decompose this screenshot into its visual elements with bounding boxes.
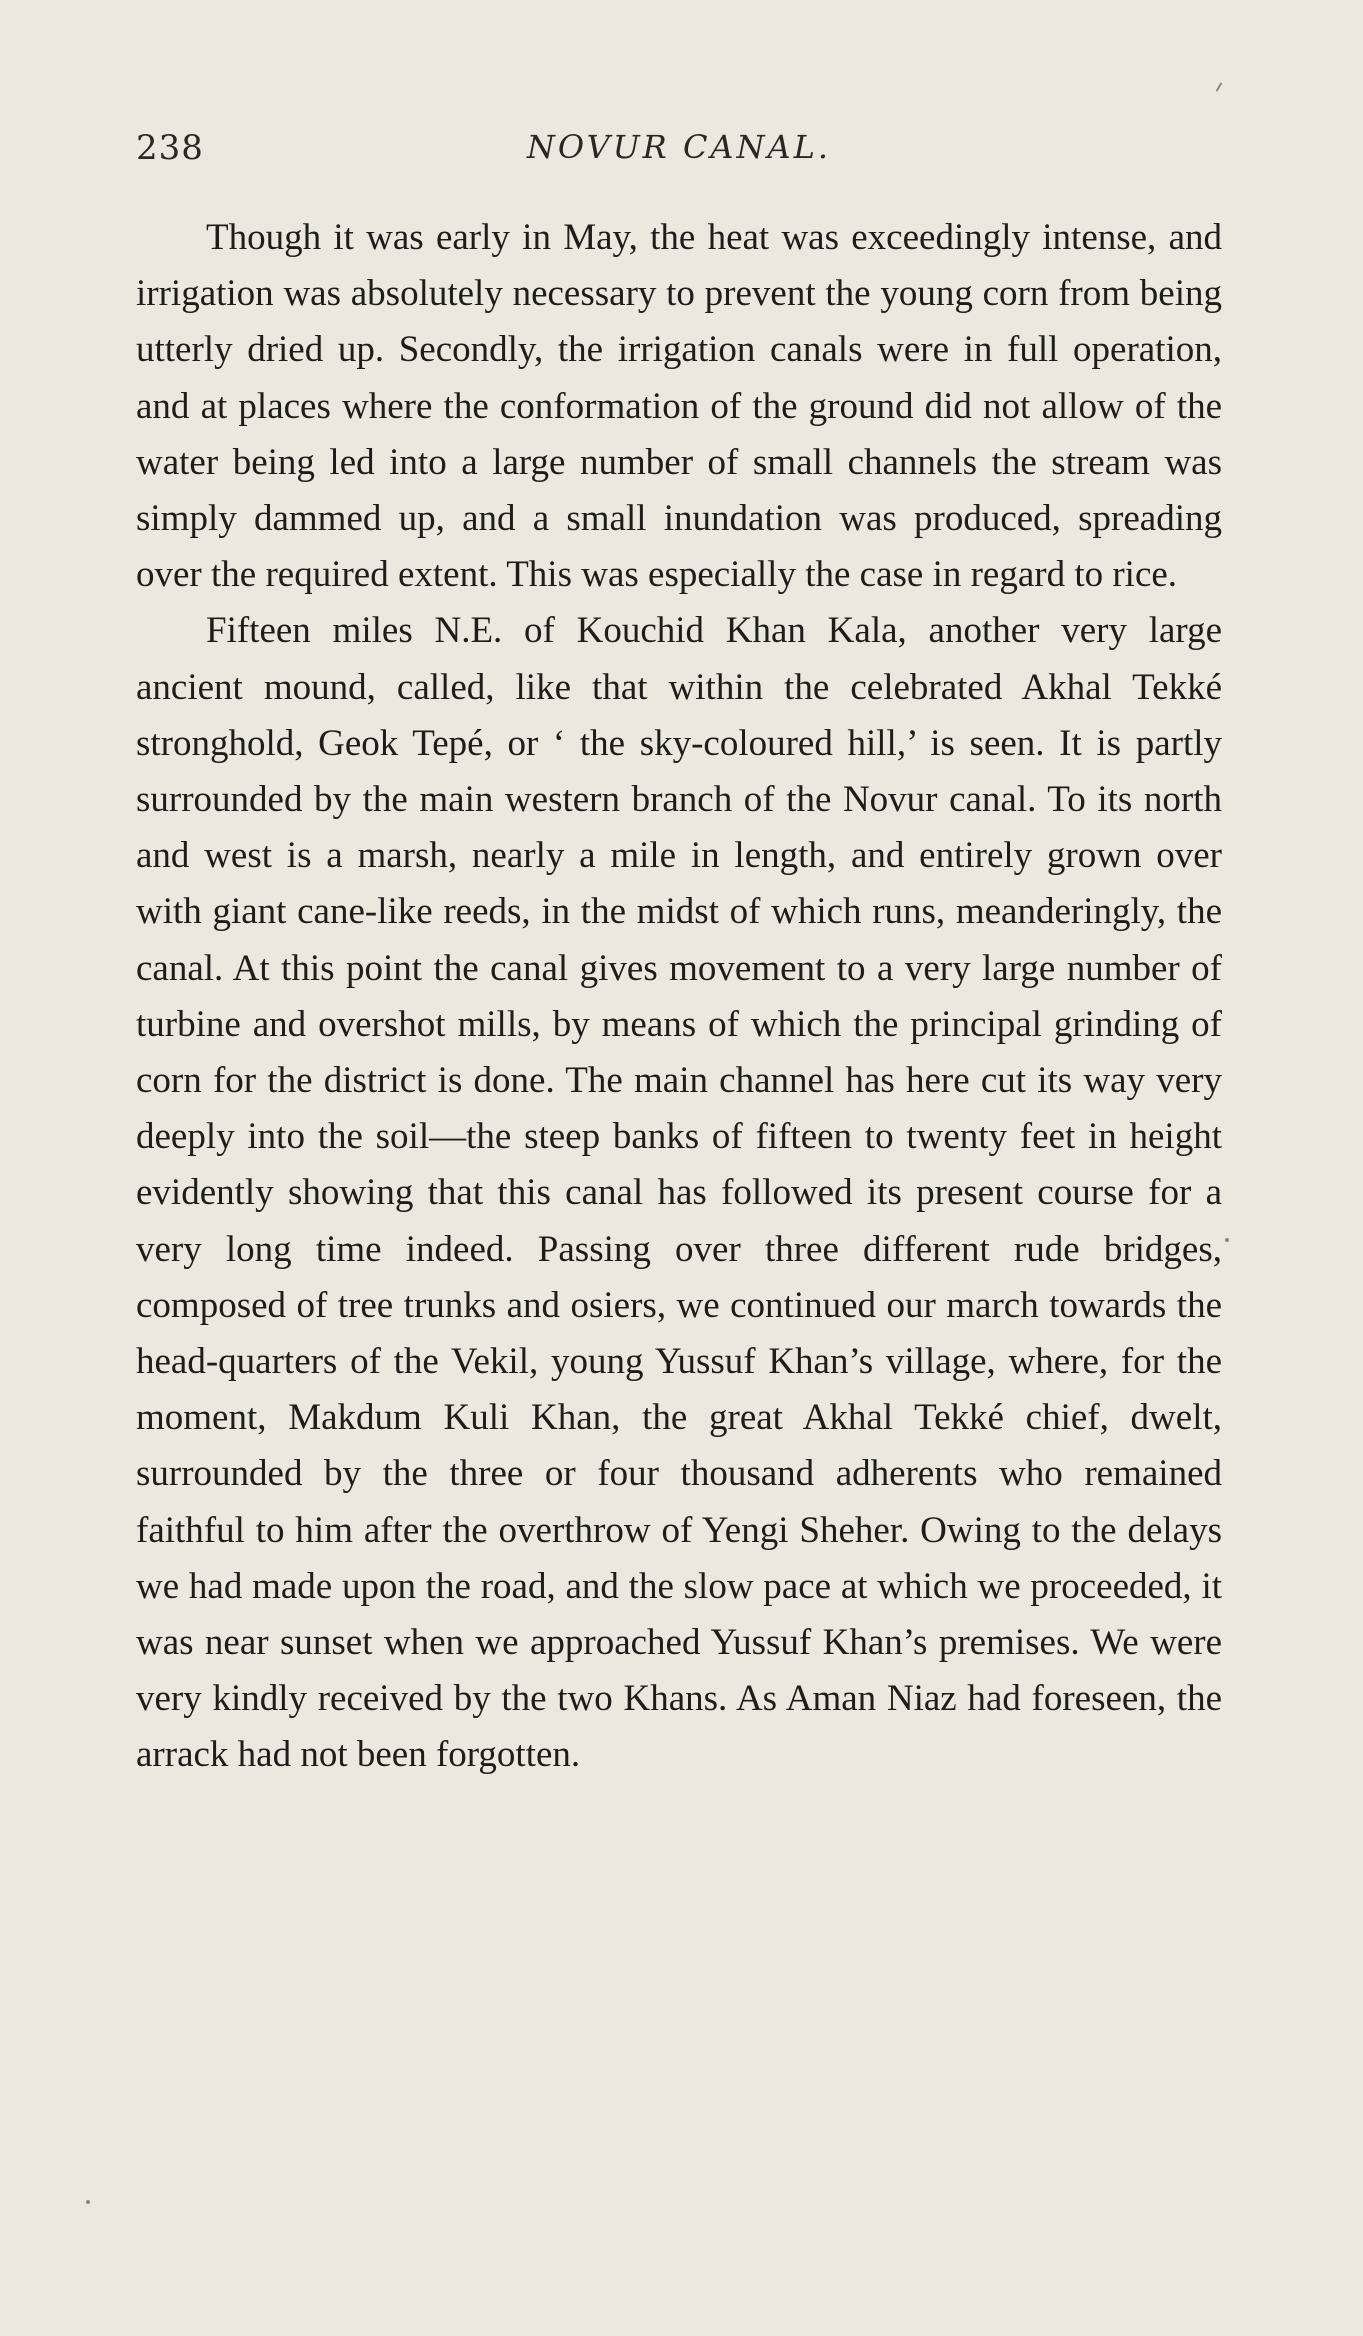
body-text — [136, 210, 1222, 1784]
paragraph-2: Fifteen miles N.E. of Kouchid Khan Kala, another very large ancient mound, called, like that within the celebrated Akhal Tekké stronghold, Geok Tepé, or ‘ the sky-coloured hill,’ is seen. It is partly surrounded by the main western branch of the Novur canal. To its north and west is a marsh, nearly a mile in length, and entirely grown over with giant cane-like reeds, in the midst of which runs, meanderingly, the canal. At this point the canal gives movement to a very large number of turbine and overshot mills, by means of which the principal grinding of corn for the district is done. The main channel has here cut its way very deeply into the soil—the steep banks of fifteen to twenty feet in height evidently showing that this canal has followed its present course for a very long time indeed. Passing over three different rude bridges, composed of tree trunks and osiers, we continued our march towards the head-quarters of the Vekil, young Yussuf Khan’s village, where, for the moment, Makdum Kuli Khan, the great Akhal Tekké chief, dwelt, surrounded by the three or four thousand adherents who remained faithful to him after the overthrow of Yengi Sheher. Owing to the delays we had made upon the road, and the slow pace at which we proceeded, it was near sunset when we approached Yussuf Khan’s premises. We were very kindly received by the two Khans. As Aman Niaz had foreseen, the arrack had not been forgotten. — [136, 610, 1222, 1776]
running-head: NOVUR CANAL. — [526, 128, 832, 166]
paper-speck — [86, 2200, 90, 2204]
page-header — [136, 128, 1222, 178]
paper-speck — [1225, 1238, 1229, 1242]
paragraph-1: Though it was early in May, the heat was exceedingly intense, and irrigation was absolutely necessary to prevent the young corn from being utterly dried up. Secondly, the irrigation canals were in full operation, and at places where the conformation of the ground did not allow of the water being led into a large number of small channels the stream was simply dammed up, and a small inundation was produced, spreading over the required extent. This was especially the case in regard to rice. — [136, 217, 1222, 596]
page-number: 238 — [136, 128, 204, 168]
paper-speck — [1216, 82, 1223, 92]
